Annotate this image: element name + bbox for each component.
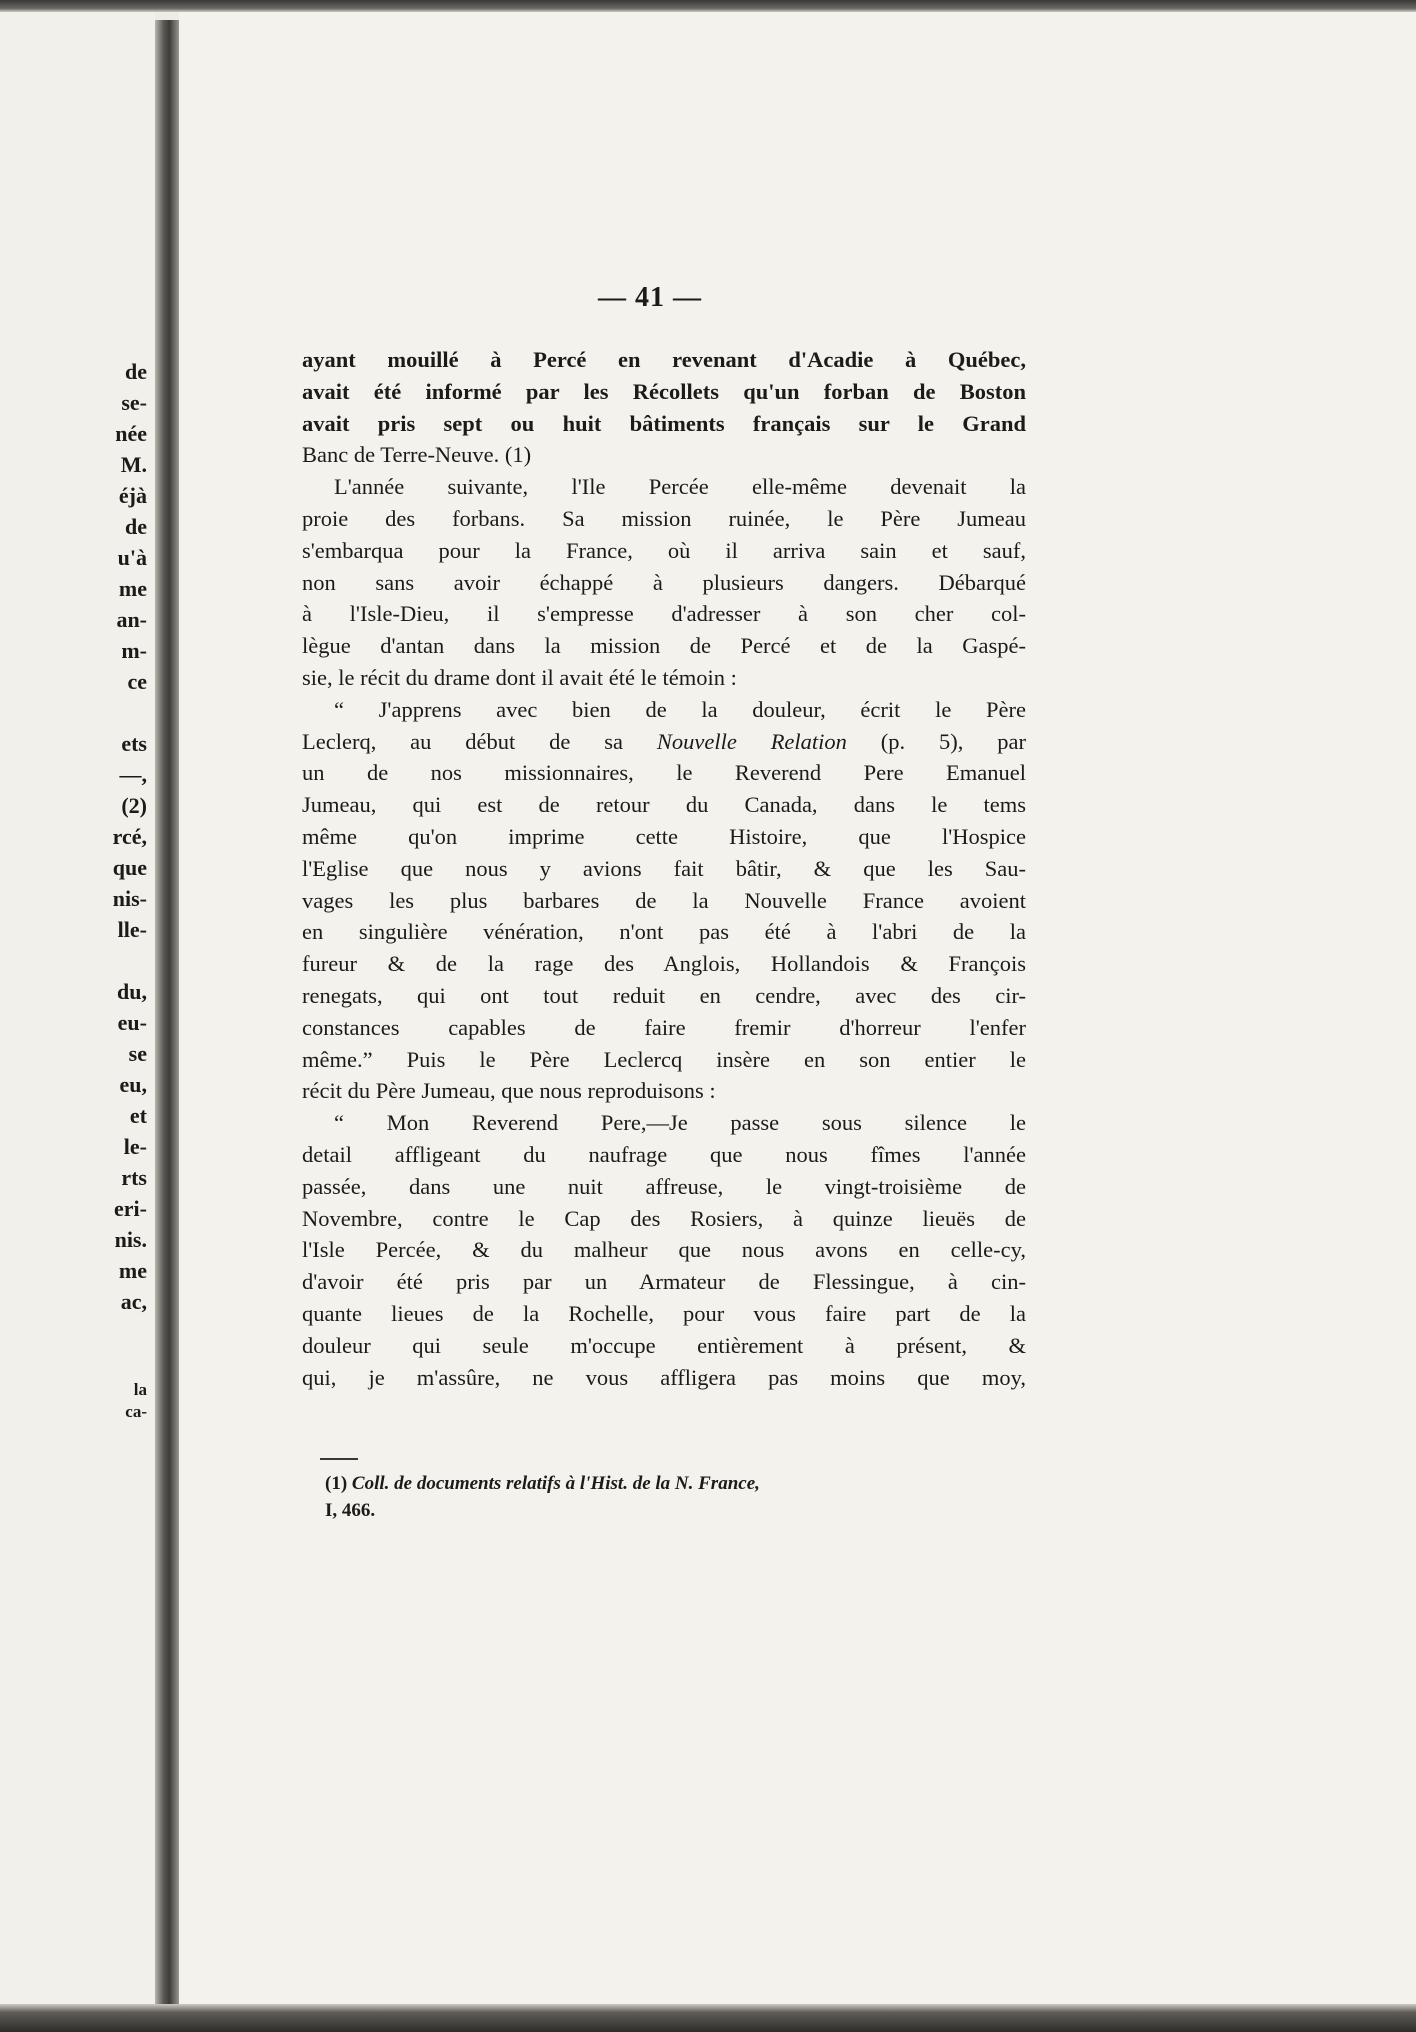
left-fragment: nis. [114,1227,147,1252]
left-fragment: rcé, [112,824,147,849]
footnote-reference: I, 466. [325,1500,376,1521]
left-fragment [27,697,147,728]
text-line: sie, le récit du drame dont il avait été le témoin : [302,664,737,690]
left-fragment: an- [116,607,147,632]
page-number: — 41 — [598,282,702,313]
scan-bottom-edge [0,2004,1416,2032]
text-line: un de nos missionnaires, le Reverend Pere Emanuel [302,760,1026,786]
body-text [302,344,1026,1393]
text-line: même qu'on imprime cette Histoire, que l'Hospice [302,823,1026,849]
text-line: quante lieues de la Rochelle, pour vous faire part de la [302,1300,1026,1326]
left-fragment: que [112,855,147,880]
left-fragment: et [129,1103,147,1128]
footnote-line-1 [325,1470,1037,1497]
text-line: avait été informé par les Récollets qu'un forban de Boston [302,378,1026,404]
text-line: s'embarqua pour la France, où il arriva sain et sauf, [302,537,1026,563]
book-spine [155,20,179,2005]
left-fragment: lle- [117,917,147,942]
text-line: proie des forbans. Sa mission ruinée, le Père Jumeau [302,505,1026,531]
left-fragment: se- [121,390,147,415]
left-page-margin [0,12,155,2004]
footnote-rule [320,1458,358,1460]
left-fragment: M. [120,452,147,477]
left-fragment: —, [119,762,147,787]
left-fragment: eu, [119,1072,147,1097]
left-page-fragments [27,356,147,1423]
text-line: en singulière vénération, n'ont pas été à l'abri de la [302,919,1026,945]
text-line: detail affligeant du naufrage que nous fîmes l'année [302,1141,1026,1167]
text-line: l'Eglise que nous y avions fait bâtir, & que les Sau- [302,855,1026,881]
footnote-marker: (1) [325,1473,348,1494]
left-fragment: me [118,1258,147,1283]
left-fragment: née [115,421,147,446]
text-line: récit du Père Jumeau, que nous reproduisons : [302,1078,716,1104]
text-line: ayant mouillé à Percé en revenant d'Acadie à Québec, [302,347,1026,372]
left-fragment: ac, [120,1289,147,1314]
text-line: fureur & de la rage des Anglois, Hollandois & François [302,951,1026,977]
left-fragment: ca- [125,1402,147,1421]
text-line: qui, je m'assûre, ne vous affligera pas moins que moy, [302,1364,1026,1390]
left-fragment: m- [121,638,147,663]
left-fragment: de [125,359,147,384]
text-line: L'année suivante, l'Ile Percée elle-même devenait la [334,474,1026,500]
left-fragment [27,945,147,976]
text-line: lègue d'antan dans la mission de Percé et de la Gaspé- [302,633,1026,659]
text-line: renegats, qui ont tout reduit en cendre, avec des cir- [302,982,1026,1008]
text-line: non sans avoir échappé à plusieurs dangers. Débarqué [302,569,1026,595]
text-line: Jumeau, qui est de retour du Canada, dans le tems [302,792,1026,818]
text-line: l'Isle Percée, & du malheur que nous avons en celle-cy, [302,1237,1026,1263]
left-fragment [27,1348,147,1379]
left-fragment: (2) [121,793,147,818]
left-fragment: u'à [117,545,147,570]
text-line: même.” Puis le Père Leclercq insère en son entier le [302,1046,1026,1072]
left-fragment: ets [121,731,147,756]
text-line: avait pris sept ou huit bâtiments français sur le Grand [302,410,1026,436]
left-fragment: éjà [118,483,147,508]
left-fragment: eu- [117,1010,147,1035]
left-fragment: se [128,1041,147,1066]
text-line: Banc de Terre-Neuve. (1) [302,442,532,468]
scan-top-edge [0,0,1416,12]
left-fragment: me [118,576,147,601]
text-line: douleur qui seule m'occupe entièrement à présent, & [302,1332,1026,1358]
left-fragment: de [125,514,147,539]
text-line: “ Mon Reverend Pere,—Je passe sous silence le [334,1110,1026,1136]
text-line: passée, dans une nuit affreuse, le vingt-troisième de [302,1173,1026,1199]
text-line: “ J'apprens avec bien de la douleur, écrit le Père [334,696,1026,722]
left-fragment: la [133,1380,147,1399]
text-line: Novembre, contre le Cap des Rosiers, à quinze lieuës de [302,1205,1026,1231]
footnote [325,1470,1037,1524]
left-fragment [27,1317,147,1348]
footnote-citation: Coll. de documents relatifs à l'Hist. de la N. France, [351,1473,760,1494]
text-line: constances capables de faire fremir d'horreur l'enfer [302,1014,1026,1040]
text-line: d'avoir été pris par un Armateur de Flessingue, à cin- [302,1269,1026,1295]
text-line: Leclerq, au début de sa Nouvelle Relation (p. 5), par [302,728,1026,754]
left-fragment: le- [123,1134,147,1159]
left-fragment: eri- [114,1196,147,1221]
left-fragment: du, [117,979,147,1004]
left-fragment: rts [121,1165,147,1190]
left-fragment: nis- [112,886,147,911]
text-line: à l'Isle-Dieu, il s'empresse d'adresser à son cher col- [302,601,1026,627]
left-fragment: ce [127,669,147,694]
text-line: vages les plus barbares de la Nouvelle France avoient [302,887,1026,913]
